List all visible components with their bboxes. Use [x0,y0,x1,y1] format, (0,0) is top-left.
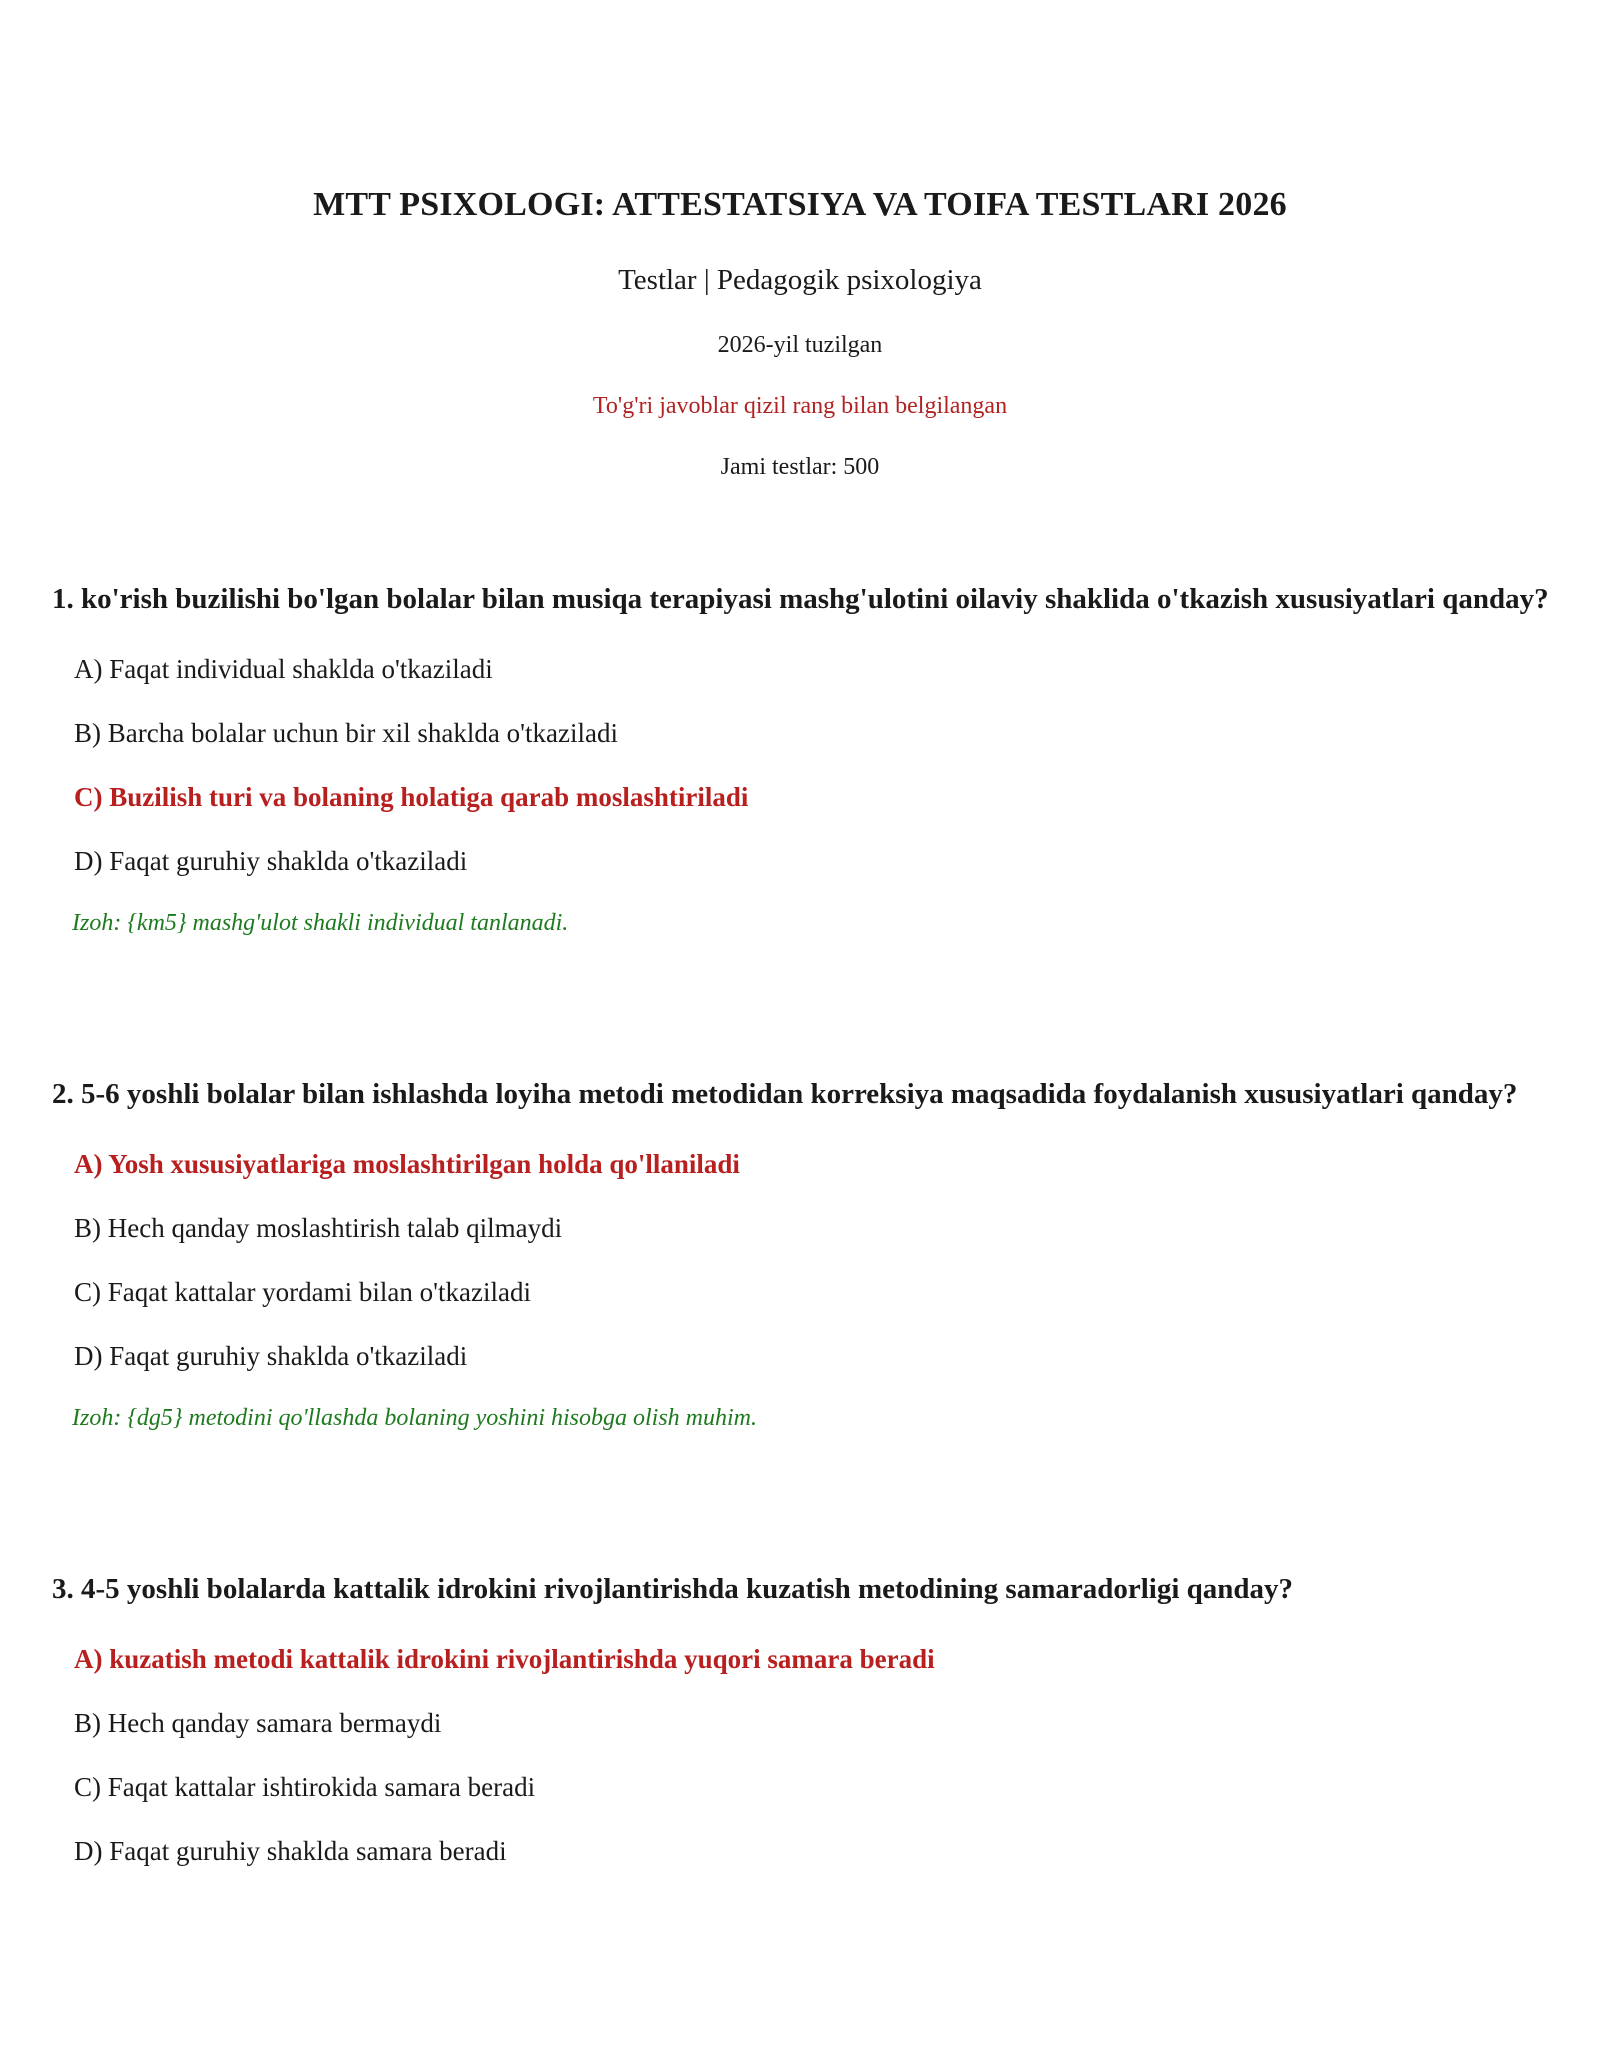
option-a: A) Faqat individual shaklda o'tkaziladi [74,654,493,684]
option-d: D) Faqat guruhiy shaklda samara beradi [74,1836,507,1866]
option-a-correct: A) kuzatish metodi kattalik idrokini rivojlantirishda yuqori samara beradi [74,1644,935,1674]
question-3 [52,1568,1552,1883]
option-c: C) Faqat kattalar yordami bilan o'tkaziladi [74,1277,531,1307]
option-b: B) Barcha bolalar uchun bir xil shaklda o'tkaziladi [74,718,618,748]
option-b: B) Hech qanday samara bermaydi [74,1708,442,1738]
question-1 [52,578,1552,953]
question-text: 1. ko'rish buzilishi bo'lgan bolalar bilan musiqa terapiyasi mashg'ulotini oilaviy shaklida o'tkazish xususiyatlari qanday? [52,583,1549,615]
question-2 [52,1073,1552,1448]
option-d: D) Faqat guruhiy shaklda o'tkaziladi [74,1341,468,1371]
question-text: 2. 5-6 yoshli bolalar bilan ishlashda loyiha metodi metodidan korreksiya maqsadida foydalanish xususiyatlari qanday? [52,1078,1518,1110]
question-explanation: Izoh: {dg5} metodini qo'llashda bolaning yoshini hisobga olish muhim. [72,1405,757,1431]
option-a-correct: A) Yosh xususiyatlariga moslashtirilgan holda qo'llaniladi [74,1149,740,1179]
question-text: 3. 4-5 yoshli bolalarda kattalik idrokini rivojlantirishda kuzatish metodining samaradorligi qanday? [52,1573,1294,1605]
question-explanation: Izoh: {km5} mashg'ulot shakli individual tanlanadi. [72,910,569,936]
document-title: MTT PSIXOLOGI: ATTESTATSIYA VA TOIFA TESTLARI 2026 [313,186,1287,223]
option-d: D) Faqat guruhiy shaklda o'tkaziladi [74,846,468,876]
answer-key-note: To'g'ri javoblar qizil rang bilan belgilangan [592,393,1008,419]
document-year: 2026-yil tuzilgan [717,332,883,358]
document-subtitle: Testlar | Pedagogik psixologiya [618,264,982,296]
total-tests: Jami testlar: 500 [720,454,880,480]
option-c: C) Faqat kattalar ishtirokida samara beradi [74,1772,536,1802]
option-b: B) Hech qanday moslashtirish talab qilmaydi [74,1213,563,1243]
option-c-correct: C) Buzilish turi va bolaning holatiga qarab moslashtiriladi [74,782,749,812]
